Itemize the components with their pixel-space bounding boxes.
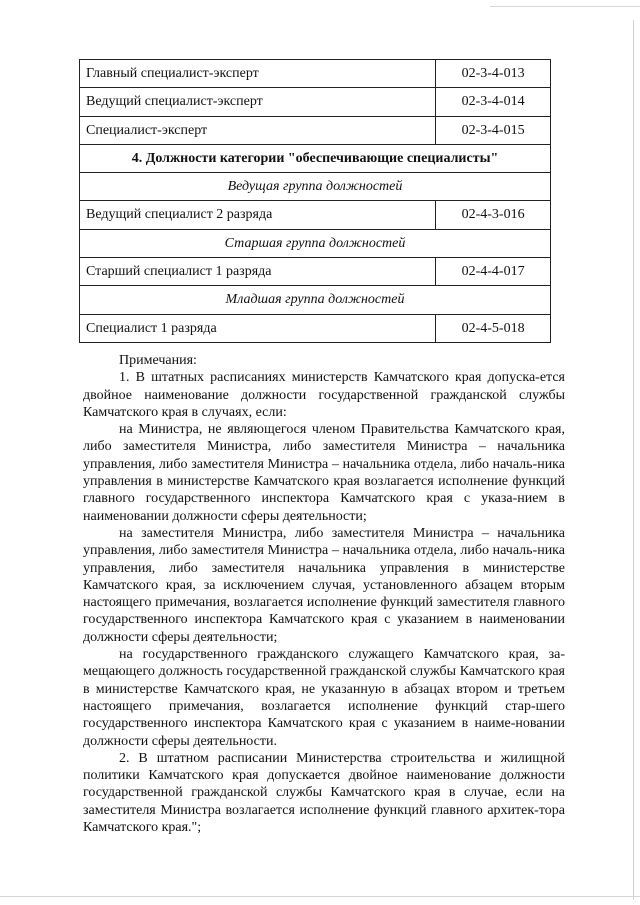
position-code: 02-3-4-015 bbox=[436, 116, 551, 144]
position-code: 02-4-5-018 bbox=[436, 314, 551, 342]
note-paragraph: на государственного гражданского служащего Камчатского края, за-мещающего должность государственной гражданской службы Камчатского края в министерстве Камчатского края, не указанную в абзацах втором и третьем настоящего примечания, возлагается исполнение функций стар-шего государственного инспектора Камчатского края с указанием в наиме-новании должности сферы деятельности. bbox=[83, 647, 565, 749]
position-code: 02-3-4-014 bbox=[436, 88, 551, 116]
table-group-row bbox=[80, 286, 551, 314]
table-section-row bbox=[80, 144, 551, 172]
position-code: 02-4-3-016 bbox=[436, 201, 551, 229]
note-paragraph: 1. В штатных расписаниях министерств Камчатского края допуска-ется двойное наименование должности государственной гражданской службы Камчатского края в случаях, если: bbox=[83, 370, 565, 420]
scan-edge-top bbox=[490, 6, 640, 7]
table-group-row bbox=[80, 173, 551, 201]
table-row bbox=[80, 60, 551, 88]
position-code: 02-4-4-017 bbox=[436, 258, 551, 286]
section-heading: 4. Должности категории "обеспечивающие специалисты" bbox=[80, 144, 551, 172]
scan-edge-right bbox=[633, 20, 634, 900]
notes-section bbox=[83, 352, 565, 836]
position-name: Специалист-эксперт bbox=[80, 116, 436, 144]
group-heading: Младшая группа должностей bbox=[80, 286, 551, 314]
table-row bbox=[80, 88, 551, 116]
note-paragraph: на заместителя Министра, либо заместителя Министра – начальника управления, либо заместителя Министра – начальника отдела, либо началь-ника управления, либо заместителя начальника управления в министерстве Камчатского края, за исключением случая, установленного абзацем вторым настоящего примечания, возлагается исполнение функций заместителя главного государственного инспектора Камчатского края с указанием в наименовании должности сферы деятельности; bbox=[83, 525, 565, 645]
scan-edge-bottom bbox=[0, 896, 640, 897]
position-name: Главный специалист-эксперт bbox=[80, 60, 436, 88]
group-heading: Ведущая группа должностей bbox=[80, 173, 551, 201]
table-row bbox=[80, 258, 551, 286]
notes-heading: Примечания: bbox=[119, 353, 197, 368]
group-heading: Старшая группа должностей bbox=[80, 229, 551, 257]
position-code: 02-3-4-013 bbox=[436, 60, 551, 88]
positions-table bbox=[79, 59, 551, 343]
position-name: Ведущий специалист 2 разряда bbox=[80, 201, 436, 229]
note-paragraph: 2. В штатном расписании Министерства строительства и жилищной политики Камчатского края допускается двойное наименование должности государственной гражданской службы Камчатского края в случае, если на заместителя Министра возлагается исполнение функций главного архитек-тора Камчатского края."; bbox=[83, 750, 565, 836]
position-name: Ведущий специалист-эксперт bbox=[80, 88, 436, 116]
position-name: Старший специалист 1 разряда bbox=[80, 258, 436, 286]
table-group-row bbox=[80, 229, 551, 257]
note-paragraph: на Министра, не являющегося членом Правительства Камчатского края, либо заместителя Министра, либо заместителя Министра – начальника управления, либо заместителя Министра – начальника отдела, либо началь-ника управления в министерстве Камчатского края возлагается исполнение функций главного государственного инспектора Камчатского края с указа-нием в наименовании должности сферы деятельности; bbox=[83, 422, 565, 524]
position-name: Специалист 1 разряда bbox=[80, 314, 436, 342]
table-row bbox=[80, 201, 551, 229]
table-row bbox=[80, 116, 551, 144]
table-row bbox=[80, 314, 551, 342]
